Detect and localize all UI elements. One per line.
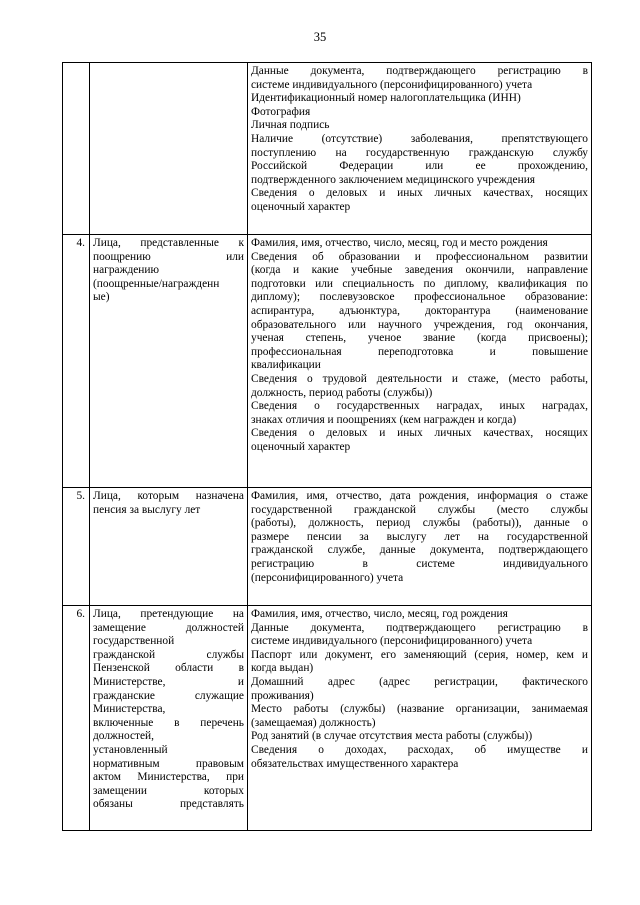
- text-line: гражданской службе, данные документа, подтверждающего: [251, 544, 588, 557]
- data-item: [251, 133, 588, 187]
- data-item: [251, 373, 588, 400]
- text-line: регистрацию в системе индивидуального: [251, 557, 588, 570]
- text-line: (поощренные/награжденн: [93, 277, 220, 290]
- text-line: ые): [93, 291, 110, 304]
- text-line: знаках отличия и поощрениях (кем награжден и когда): [251, 413, 517, 426]
- text-line: Министерства,: [93, 703, 166, 716]
- data-cell: [248, 606, 592, 831]
- text-line: квалификации: [251, 359, 321, 372]
- data-cell: [248, 63, 592, 235]
- row-number-cell: 6.: [63, 606, 90, 831]
- category-cell: [90, 235, 248, 488]
- data-cell: [248, 235, 592, 488]
- data-item: [251, 622, 588, 649]
- text-line: Пензенской области в: [93, 662, 244, 675]
- text-line: Лица, претендующие на: [93, 608, 244, 620]
- text-line: диплому); послевузовское профессиональное образование:: [251, 291, 588, 304]
- text-line: Личная подпись: [251, 119, 330, 132]
- text-line: гражданской службы: [93, 648, 244, 661]
- data-item: [251, 730, 588, 744]
- text-line: нормативным правовым: [93, 757, 244, 770]
- text-line: установленный: [93, 743, 168, 756]
- table-row: [63, 606, 592, 831]
- text-line: замещение должностей: [93, 621, 244, 634]
- data-item: [251, 490, 588, 585]
- text-line: (замещаемая) должность): [251, 716, 376, 729]
- text-line: Сведения о деловых и иных личных качествах, носящих: [251, 427, 588, 440]
- text-line: Данные документа, подтверждающего регистрацию в: [251, 621, 588, 634]
- text-line: Фамилия, имя, отчество, число, месяц, год и место рождения: [251, 237, 548, 249]
- data-item: [251, 65, 588, 92]
- row-number-cell: [63, 63, 90, 235]
- text-line: актом Министерства, при: [93, 771, 244, 784]
- text-line: подготовки или специальность по диплому, квалификация по: [251, 277, 588, 290]
- data-item: [251, 676, 588, 703]
- data-item: [251, 400, 588, 427]
- text-line: (работы), должность, период службы (работы)), данные о: [251, 517, 588, 530]
- text-line: Сведения о трудовой деятельности и стаже, (место работы,: [251, 372, 588, 385]
- text-line: Данные документа, подтверждающего регистрацию в: [251, 65, 588, 77]
- table-row: [63, 488, 592, 606]
- data-item: [251, 106, 588, 120]
- text-line: Фамилия, имя, отчество, число, месяц, год рождения: [251, 608, 508, 620]
- text-line: награждению: [93, 264, 159, 277]
- table-row: [63, 235, 592, 488]
- text-line: аспирантура, адъюнктура, докторантура (наименование: [251, 304, 588, 317]
- data-item: [251, 608, 588, 622]
- category-cell: [90, 606, 248, 831]
- text-line: государственной гражданской службы (место службы: [251, 503, 588, 516]
- personal-data-table: [62, 62, 592, 831]
- text-line: Место работы (службы) (название организации, занимаемая: [251, 703, 588, 716]
- data-item: [251, 92, 588, 106]
- text-line: (когда и какие учебные заведения окончили, направление: [251, 264, 588, 277]
- text-line: гражданские служащие: [93, 689, 244, 702]
- text-line: Лица, которым назначена: [93, 490, 244, 502]
- data-item: [251, 237, 588, 251]
- text-line: Министерстве, и: [93, 675, 244, 688]
- text-line: Наличие (отсутствие) заболевания, препятствующего: [251, 132, 588, 145]
- text-line: поступлению на государственную гражданскую службу: [251, 146, 588, 159]
- category-cell: [90, 488, 248, 606]
- data-item: [251, 744, 588, 771]
- row-number-cell: 4.: [63, 235, 90, 488]
- text-line: Сведения о деловых и иных личных качествах, носящих: [251, 187, 588, 200]
- text-line: должность, период работы (службы)): [251, 386, 433, 399]
- text-line: Домашний адрес (адрес регистрации, фактического: [251, 675, 588, 688]
- text-line: оценочный характер: [251, 440, 351, 453]
- text-line: Российской Федерации или ее прохождению,: [251, 160, 588, 173]
- text-line: образовательного или научного учреждения, год окончания,: [251, 318, 588, 331]
- row-number-cell: 5.: [63, 488, 90, 606]
- data-item: [251, 119, 588, 133]
- text-line: Фамилия, имя, отчество, дата рождения, информация о стаже: [251, 490, 588, 502]
- text-line: Род занятий (в случае отсутствия места работы (службы)): [251, 730, 533, 743]
- text-line: размере пенсии за выслугу лет на государственной: [251, 530, 588, 543]
- text-line: пенсия за выслугу лет: [93, 503, 201, 516]
- data-item: [251, 703, 588, 730]
- category-cell: [90, 63, 248, 235]
- text-line: обязательствах имущественного характера: [251, 757, 459, 770]
- text-line: Сведения о доходах, расходах, об имуществе и: [251, 743, 588, 756]
- data-item: [251, 251, 588, 373]
- data-cell: [248, 488, 592, 606]
- text-line: поощрению или: [93, 250, 244, 263]
- text-line: Фотография: [251, 105, 311, 118]
- text-line: профессиональная переподготовка и повышение: [251, 345, 588, 358]
- text-line: включенные в перечень: [93, 716, 244, 729]
- text-line: подтвержденного заключением медицинского учреждения: [251, 173, 536, 186]
- text-line: замещении которых: [93, 784, 244, 797]
- text-line: системе индивидуального (персонифицированного) учета: [251, 78, 533, 91]
- text-line: Сведения о государственных наградах, иных наградах,: [251, 400, 588, 413]
- data-item: [251, 427, 588, 454]
- text-line: Сведения об образовании и профессиональном развитии: [251, 250, 588, 263]
- text-line: проживания): [251, 689, 314, 702]
- text-line: Паспорт или документ, его заменяющий (серия, номер, кем и: [251, 648, 588, 661]
- text-line: Идентификационный номер налогоплательщика (ИНН): [251, 92, 521, 105]
- text-line: должностей,: [93, 730, 155, 743]
- data-item: [251, 649, 588, 676]
- table-row: [63, 63, 592, 235]
- data-item: [251, 187, 588, 214]
- text-line: Лица, представленные к: [93, 237, 244, 249]
- text-line: оценочный характер: [251, 200, 351, 213]
- text-line: государственной: [93, 635, 175, 648]
- text-line: ученая степень, ученое звание (когда присвоены);: [251, 332, 588, 345]
- text-line: обязаны представлять: [93, 798, 244, 811]
- text-line: (персонифицированного) учета: [251, 571, 404, 584]
- text-line: системе индивидуального (персонифицированного) учета: [251, 635, 533, 648]
- text-line: когда выдан): [251, 662, 314, 675]
- page-number: 35: [313, 30, 327, 44]
